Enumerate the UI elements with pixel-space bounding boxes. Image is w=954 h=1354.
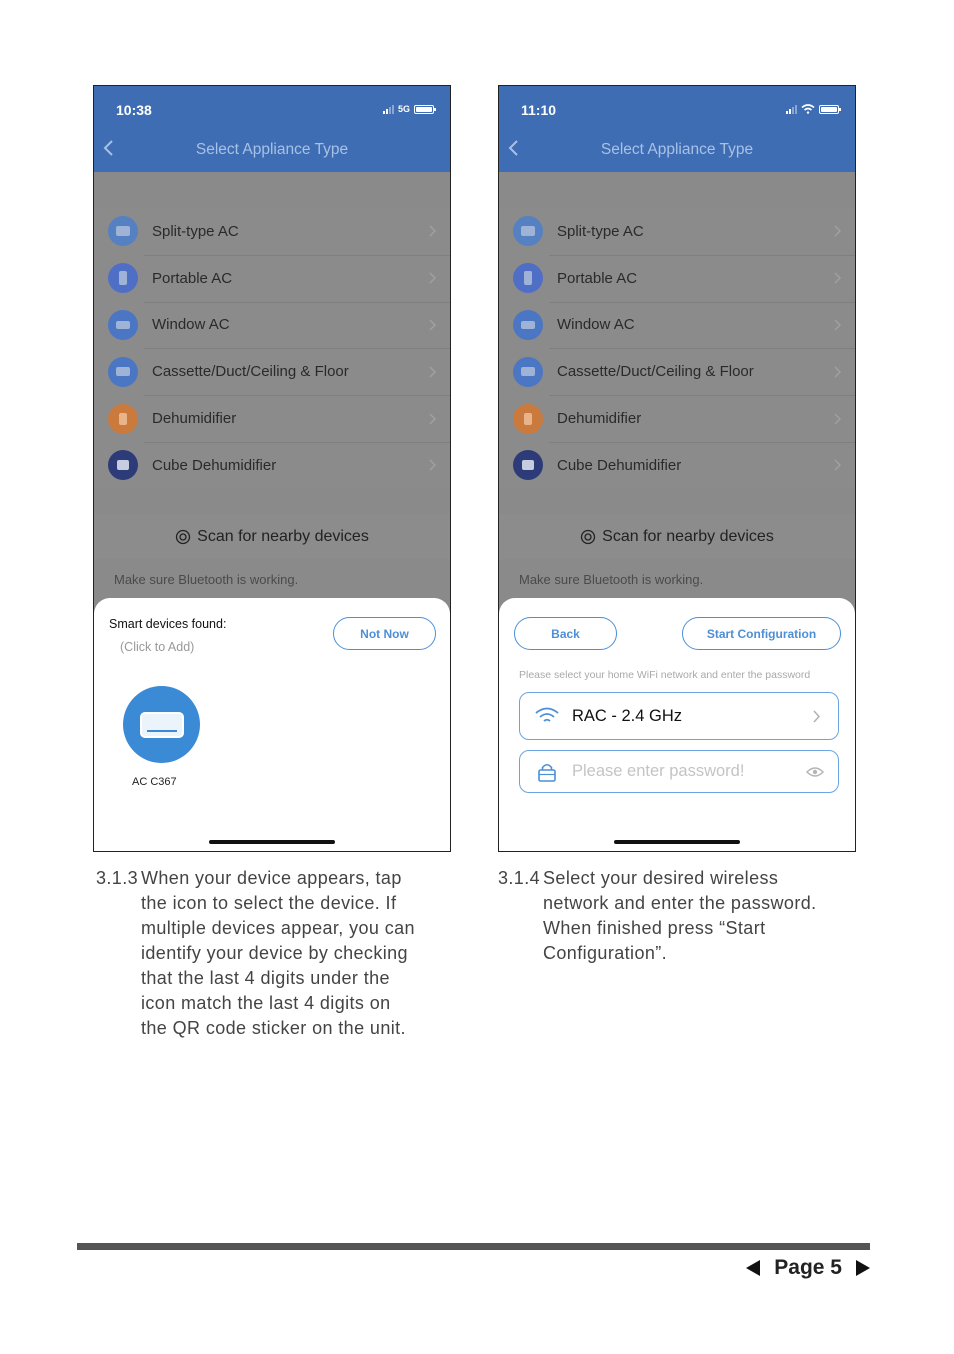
nav-title: Select Appliance Type xyxy=(600,141,754,158)
app-header xyxy=(499,86,855,172)
caption-line: When your device appears, tap xyxy=(141,868,402,888)
status-time: 11:10 xyxy=(521,102,557,118)
appliance-row-portable-ac[interactable] xyxy=(94,255,450,302)
caption-line: that the last 4 digits under the xyxy=(141,968,390,988)
step-number: 3.1.3 xyxy=(96,868,139,888)
appliance-row-window-ac[interactable] xyxy=(94,302,450,349)
appliance-row-split-ac[interactable] xyxy=(94,208,450,255)
appliance-label: Cassette/Duct/Ceiling & Floor xyxy=(152,363,349,381)
bluetooth-hint: Make sure Bluetooth is working. xyxy=(114,572,299,587)
status-bar-icons xyxy=(786,104,839,114)
appliance-row-cassette[interactable] xyxy=(94,348,450,395)
next-page-arrow-icon[interactable] xyxy=(856,1260,870,1276)
caption-line: the icon to select the device. If xyxy=(141,893,397,913)
chevron-right-icon xyxy=(428,319,436,331)
chevron-right-icon xyxy=(812,710,820,723)
wifi-hint: Please select your home WiFi network and enter the password xyxy=(519,669,811,681)
wifi-config-sheet xyxy=(499,598,855,852)
window-ac-icon xyxy=(513,310,543,340)
appliance-label: Dehumidifier xyxy=(557,410,642,428)
battery-icon xyxy=(819,105,839,114)
appliance-label: Split-type AC xyxy=(557,222,644,240)
phone-screenshot-right xyxy=(498,85,856,852)
caption-line: Select your desired wireless xyxy=(543,868,779,888)
chevron-right-icon xyxy=(428,413,436,425)
caption-line: identify your device by checking xyxy=(141,943,408,963)
lock-icon xyxy=(534,762,560,782)
appliance-label: Dehumidifier xyxy=(152,410,237,428)
chevron-right-icon xyxy=(428,272,436,284)
footer-rule xyxy=(77,1243,870,1250)
step-text xyxy=(141,866,415,1041)
signal-icon xyxy=(383,105,394,114)
chevron-right-icon xyxy=(428,225,436,237)
appliance-label: Portable AC xyxy=(557,269,638,287)
wifi-status-icon xyxy=(801,104,815,114)
device-label: AC C367 xyxy=(132,776,177,788)
appliance-row-split-ac[interactable] xyxy=(499,208,855,255)
dehumidifier-icon xyxy=(108,404,138,434)
caption-line: Configuration”. xyxy=(543,943,668,963)
previous-page-arrow-icon[interactable] xyxy=(746,1260,760,1276)
appliance-row-cube-dehumidifier[interactable] xyxy=(94,442,450,489)
scan-button[interactable] xyxy=(499,514,855,559)
scan-icon xyxy=(175,529,191,545)
cube-dehumidifier-icon xyxy=(513,450,543,480)
cube-dehumidifier-icon xyxy=(108,450,138,480)
status-bar-icons xyxy=(383,104,434,114)
network-label: 5G xyxy=(397,104,410,114)
back-button[interactable]: Back xyxy=(514,617,617,650)
chevron-right-icon xyxy=(428,366,436,378)
page-label: Page 5 xyxy=(774,1256,842,1279)
appliance-label: Window AC xyxy=(152,316,230,334)
scan-icon xyxy=(580,529,596,545)
appliance-label: Portable AC xyxy=(152,269,233,287)
home-indicator xyxy=(614,840,740,844)
step-number: 3.1.4 xyxy=(498,868,541,888)
app-header xyxy=(94,86,450,172)
split-ac-icon xyxy=(513,216,543,246)
chevron-right-icon xyxy=(833,272,841,284)
scan-label: Scan for nearby devices xyxy=(197,527,369,545)
appliance-label: Cube Dehumidifier xyxy=(152,456,277,474)
nav-title: Select Appliance Type xyxy=(195,141,349,158)
wifi-icon xyxy=(534,706,560,726)
cassette-icon xyxy=(108,357,138,387)
bluetooth-hint: Make sure Bluetooth is working. xyxy=(519,572,704,587)
devices-found-sheet xyxy=(94,598,450,852)
dehumidifier-icon xyxy=(513,404,543,434)
caption-line: When finished press “Start xyxy=(543,918,766,938)
chevron-right-icon xyxy=(428,459,436,471)
appliance-label: Split-type AC xyxy=(152,222,239,240)
caption-line: the QR code sticker on the unit. xyxy=(141,1018,406,1038)
appliance-label: Cassette/Duct/Ceiling & Floor xyxy=(557,363,754,381)
wifi-network-select[interactable] xyxy=(519,692,839,740)
caption-line: network and enter the password. xyxy=(543,893,817,913)
page-navigation xyxy=(746,1256,870,1280)
appliance-row-window-ac[interactable] xyxy=(499,302,855,349)
chevron-right-icon xyxy=(833,459,841,471)
not-now-button[interactable]: Not Now xyxy=(333,617,436,650)
appliance-row-portable-ac[interactable] xyxy=(499,255,855,302)
portable-ac-icon xyxy=(513,263,543,293)
appliance-label: Window AC xyxy=(557,316,635,334)
appliance-label: Cube Dehumidifier xyxy=(557,456,682,474)
scan-label: Scan for nearby devices xyxy=(602,527,774,545)
chevron-right-icon xyxy=(833,366,841,378)
device-ac-button[interactable] xyxy=(123,686,200,763)
chevron-right-icon xyxy=(833,319,841,331)
appliance-list xyxy=(499,208,855,489)
wifi-network-name: RAC - 2.4 GHz xyxy=(572,706,683,725)
air-conditioner-icon xyxy=(140,712,184,738)
status-time: 10:38 xyxy=(116,102,152,118)
caption-line: multiple devices appear, you can xyxy=(141,918,415,938)
step-text xyxy=(543,866,817,966)
found-title: Smart devices found: xyxy=(109,617,227,631)
chevron-right-icon xyxy=(833,413,841,425)
caption-line: icon match the last 4 digits on xyxy=(141,993,391,1013)
appliance-row-cassette[interactable] xyxy=(499,348,855,395)
battery-icon xyxy=(414,105,434,114)
portable-ac-icon xyxy=(108,263,138,293)
scan-button[interactable] xyxy=(94,514,450,559)
window-ac-icon xyxy=(108,310,138,340)
appliance-list xyxy=(94,208,450,489)
signal-icon xyxy=(786,105,797,114)
split-ac-icon xyxy=(108,216,138,246)
appliance-row-dehumidifier[interactable] xyxy=(499,395,855,442)
chevron-right-icon xyxy=(833,225,841,237)
phone-screenshot-left xyxy=(93,85,451,852)
password-field[interactable] xyxy=(519,750,839,793)
cassette-icon xyxy=(513,357,543,387)
start-configuration-button[interactable]: Start Configuration xyxy=(682,617,841,650)
home-indicator xyxy=(209,840,335,844)
appliance-row-dehumidifier[interactable] xyxy=(94,395,450,442)
password-placeholder: Please enter password! xyxy=(572,762,745,780)
found-subtitle: (Click to Add) xyxy=(120,640,195,654)
appliance-row-cube-dehumidifier[interactable] xyxy=(499,442,855,489)
eye-icon[interactable] xyxy=(806,766,824,778)
